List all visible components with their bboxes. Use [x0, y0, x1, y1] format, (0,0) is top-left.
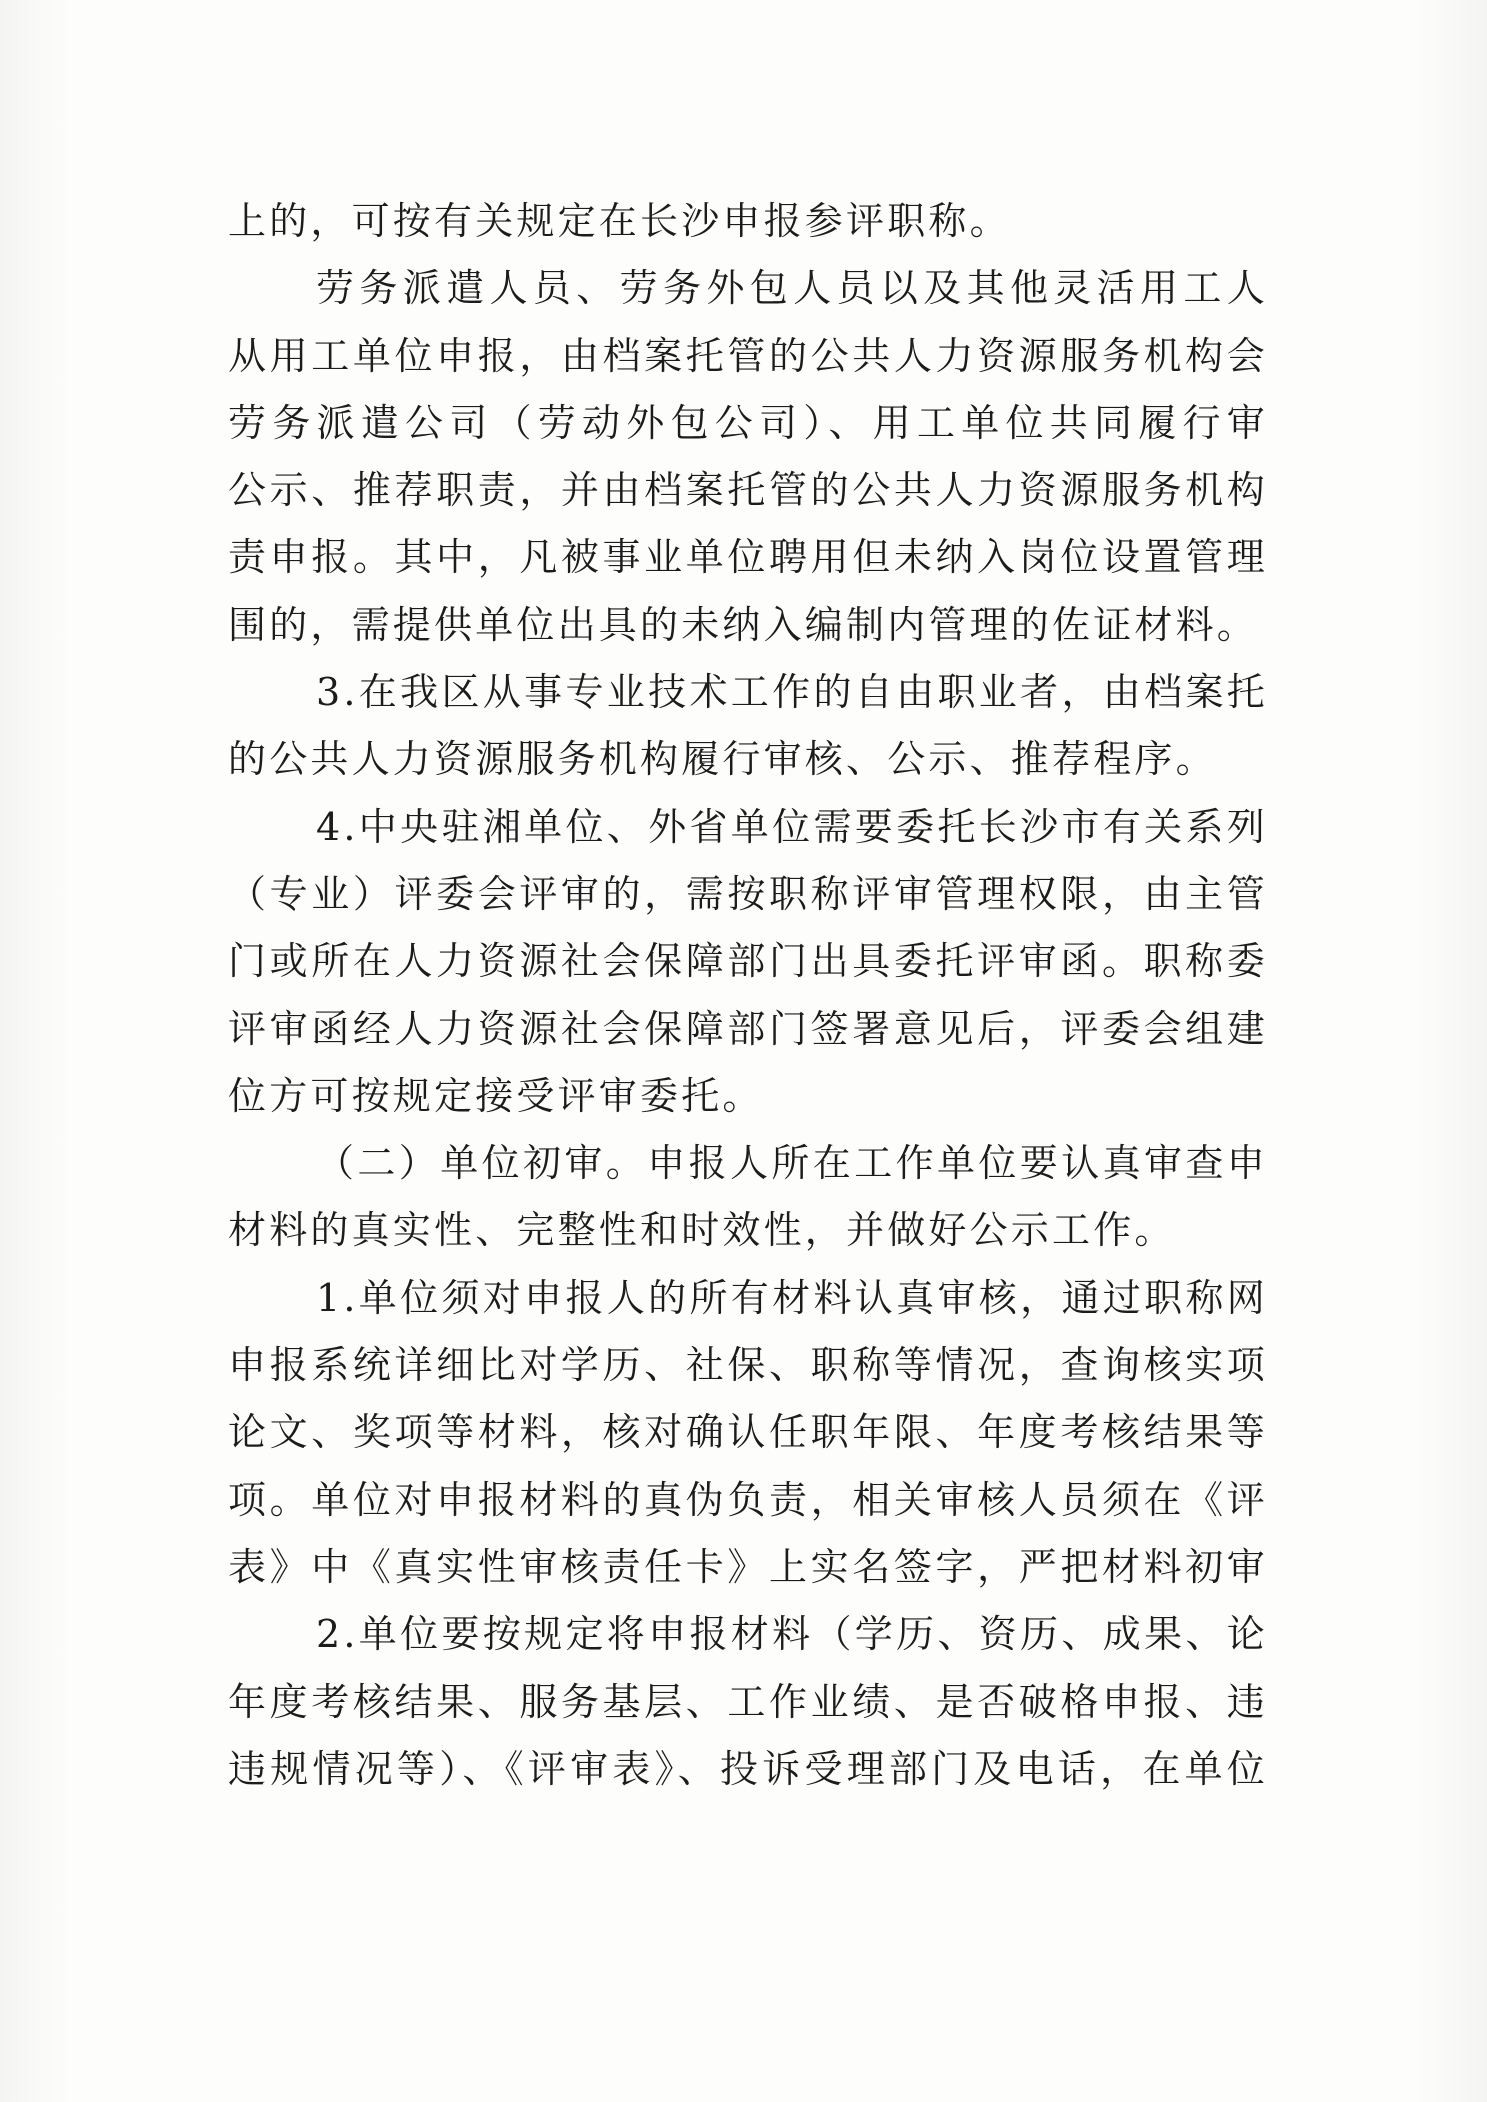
text-line: （专业）评委会评审的，需按职称评审管理权限，由主管: [228, 871, 1268, 916]
text-line: 从用工单位申报，由档案托管的公共人力资源服务机构会: [228, 333, 1268, 378]
text-line: 4.中央驻湘单位、外省单位需要委托长沙市有关系列: [316, 804, 1268, 849]
body-text: [228, 188, 1268, 1803]
text-line: 劳务派遣公司（劳动外包公司）、用工单位共同履行审: [228, 400, 1268, 445]
text-line: 门或所在人力资源社会保障部门出具委托评审函。职称委: [228, 939, 1268, 984]
text-line: 论文、奖项等材料，核对确认任职年限、年度考核结果等: [228, 1410, 1268, 1455]
scan-shadow-right: [1417, 0, 1487, 2102]
text-line: 违规情况等）、《评审表》、投诉受理部门及电话，在单位: [228, 1746, 1268, 1791]
text-line: 的公共人力资源服务机构履行审核、公示、推荐程序。: [228, 737, 1217, 782]
text-line: 2.单位要按规定将申报材料（学历、资历、成果、论: [316, 1612, 1268, 1657]
text-line: 位方可按规定接受评审委托。: [228, 1073, 764, 1118]
text-line: 申报系统详细比对学历、社保、职称等情况，查询核实项: [228, 1343, 1268, 1388]
text-line: 3.在我区从事专业技术工作的自由职业者，由档案托: [316, 670, 1268, 715]
text-line: 围的，需提供单位出具的未纳入编制内管理的佐证材料。: [228, 602, 1259, 647]
text-line: 1.单位须对申报人的所有材料认真审核，通过职称网: [316, 1275, 1268, 1320]
text-line: 项。单位对申报材料的真伪负责，相关审核人员须在《评: [228, 1477, 1268, 1522]
text-line: 表》中《真实性审核责任卡》上实名签字，严把材料初审: [228, 1544, 1268, 1589]
text-line: 材料的真实性、完整性和时效性，并做好公示工作。: [228, 1208, 1176, 1253]
text-line: 评审函经人力资源社会保障部门签署意见后，评委会组建: [228, 1006, 1268, 1051]
text-line: 劳务派遣人员、劳务外包人员以及其他灵活用工人: [316, 266, 1268, 311]
text-line: 年度考核结果、服务基层、工作业绩、是否破格申报、违: [228, 1679, 1268, 1724]
text-line: （二）单位初审。申报人所在工作单位要认真审查申: [316, 1141, 1268, 1186]
text-line: 公示、推荐职责，并由档案托管的公共人力资源服务机构: [228, 468, 1268, 513]
text-line: 上的，可按有关规定在长沙申报参评职称。: [228, 199, 1011, 243]
text-line: 责申报。其中，凡被事业单位聘用但未纳入岗位设置管理: [228, 535, 1268, 580]
scan-shadow-left: [0, 0, 70, 2102]
